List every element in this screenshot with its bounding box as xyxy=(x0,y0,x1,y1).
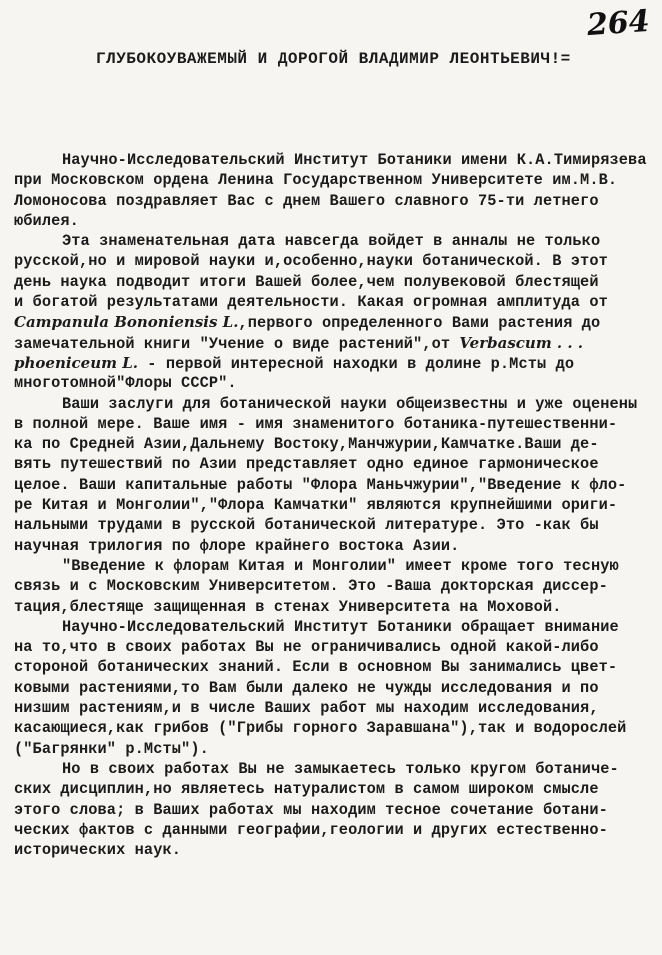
text-line: и богатой результатами деятельности. Какая огромная амплитуда от xyxy=(14,293,608,312)
text-line xyxy=(14,353,654,373)
text-line: ("Багрянки" р.Мсты"). xyxy=(14,739,209,758)
folio-mark: 264 xyxy=(586,3,652,44)
text-line: русской,но и мировой науки и,особенно,науки ботанической. В этот xyxy=(14,252,608,271)
text-line: при Московском ордена Ленина Государственном Университете им.М.В. xyxy=(14,171,618,190)
text-line: Эта знаменательная дата навсегда войдет в анналы не только xyxy=(62,232,601,251)
text-line: связь и с Московским Университетом. Это -Ваша докторская диссер- xyxy=(14,577,608,596)
text-line: ческих фактов с данными географии,геологии и других естественно- xyxy=(14,820,608,839)
text-fragment: ,первого определенного Вами растения до xyxy=(238,314,601,333)
text-line: ре Китая и Монголии","Флора Камчатки" являются крупнейшими ориги- xyxy=(14,496,618,515)
text-line: многотомной"Флоры СССР". xyxy=(14,374,237,393)
text-fragment: - первой интересной находки в долине р.Мсты до xyxy=(138,354,575,373)
text-line: низшим растениям,и в числе Ваших работ мы находим исследования, xyxy=(14,699,599,718)
text-line: Ломоносова поздравляет Вас с днем Вашего славного 75-ти летнего xyxy=(14,191,599,210)
text-line: целое. Ваши капитальные работы "Флора Маньчжурии","Введение к фло- xyxy=(14,475,627,494)
letter-body xyxy=(14,150,654,860)
text-line: на то,что в своих работах Вы не ограничивались одной какой-либо xyxy=(14,638,599,657)
text-line: этого слова; в Ваших работах мы находим тесное сочетание ботани- xyxy=(14,800,608,819)
salutation-heading: ГЛУБОКОУВАЖЕМЫЙ И ДОРОГОЙ ВЛАДИМИР ЛЕОНТЬЕВИЧ!= xyxy=(96,50,571,68)
text-line: исторических наук. xyxy=(14,841,182,860)
text-line: Научно-Исследовательский Институт Ботаники имени К.А.Тимирязева xyxy=(62,151,647,169)
text-line: в полной мере. Ваше имя - имя знаменитого ботаника-путешественни- xyxy=(14,414,618,433)
text-line: день наука подводит итоги Вашей более,чем полувековой блестящей xyxy=(14,272,599,291)
text-line: тация,блестяще защищенная в стенах Университета на Моховой. xyxy=(14,597,562,616)
text-line: ковыми растениями,то Вам были далеко не чужды исследования и по xyxy=(14,678,599,697)
text-line: Научно-Исследовательский Институт Ботаники обращает внимание xyxy=(62,617,619,636)
text-line: касающиеся,как грибов ("Грибы горного Заравшана"),так и водорослей xyxy=(14,719,627,738)
text-line: юбилея. xyxy=(14,211,79,230)
text-line: нальными трудами в русской ботанической литературе. Это -как бы xyxy=(14,516,599,535)
handwritten-species-name: Verbascum . . . xyxy=(459,333,584,352)
text-line: Но в своих работах Вы не замыкаетесь только кругом ботаниче- xyxy=(62,759,619,778)
text-line: научная трилогия по флоре крайнего востока Азии. xyxy=(14,536,460,555)
text-line xyxy=(14,312,654,332)
handwritten-species-name: phoeniceum L. xyxy=(14,353,138,372)
text-line xyxy=(14,333,654,353)
text-line: Ваши заслуги для ботанической науки общеизвестны и уже оценены xyxy=(62,394,638,413)
text-fragment: замечательной книги "Учение о виде растений",от xyxy=(14,334,460,353)
text-line: ка по Средней Азии,Дальнему Востоку,Манчжурии,Камчатке.Ваши де- xyxy=(14,435,599,454)
text-line: стороной ботанических знаний. Если в основном Вы занимались цвет- xyxy=(14,658,618,677)
handwritten-species-name: Campanula Bononiensis L. xyxy=(14,313,239,332)
text-line: ских дисциплин,но являетесь натуралистом в самом широком смысле xyxy=(14,780,599,799)
text-line: "Введение к флорам Китая и Монголии" имеет кроме того тесную xyxy=(62,556,619,575)
text-line: вять путешествий по Азии представляет одно единое гармоническое xyxy=(14,455,599,474)
